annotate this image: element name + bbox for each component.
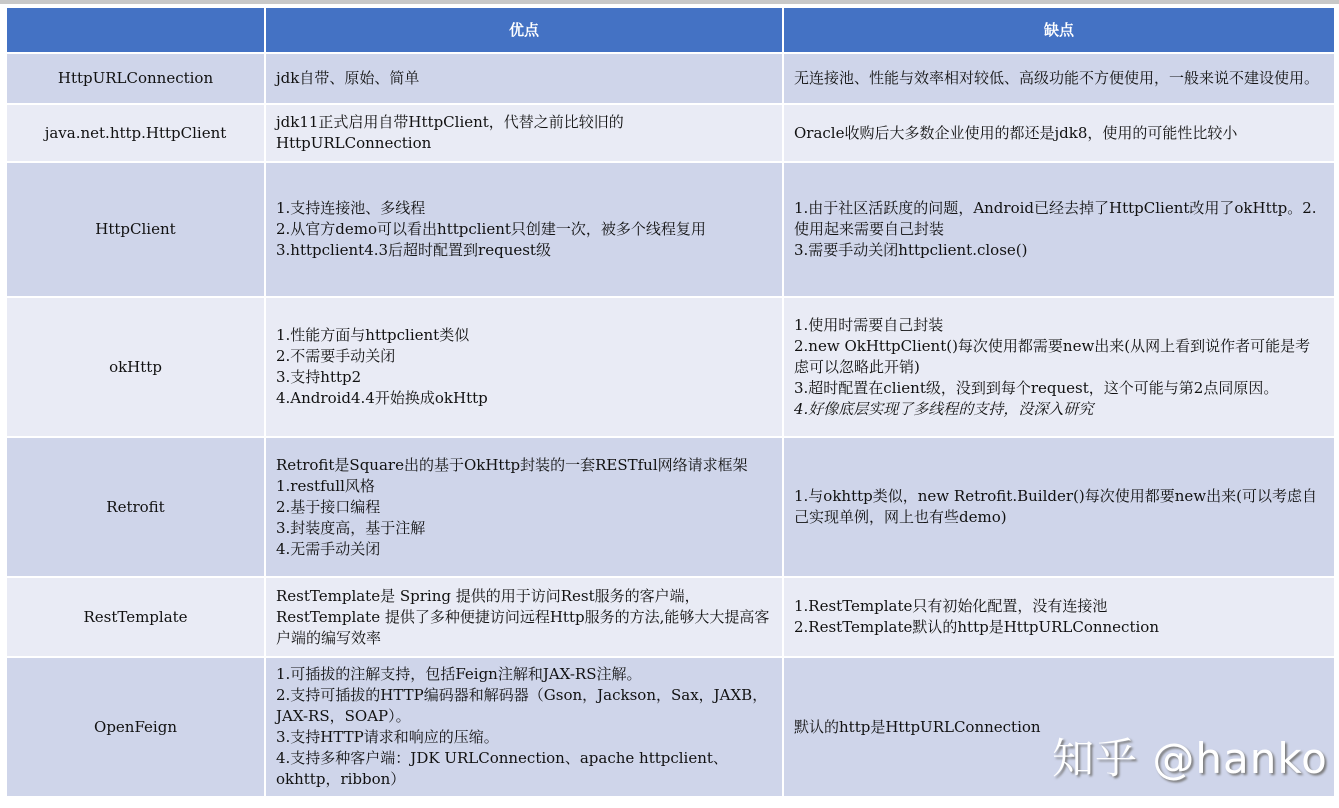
- table-row: [6, 104, 1335, 162]
- table-row: [6, 53, 1335, 104]
- pros-line: 3.支持HTTP请求和响应的压缩。: [276, 728, 499, 746]
- pros-line: 4.支持多种客户端：JDK URLConnection、apache httpclient、okhttp，ribbon）: [276, 749, 728, 788]
- cons-line: 1.使用时需要自己封装: [794, 315, 944, 334]
- pros-line: 1.支持连接池、多线程: [276, 199, 426, 217]
- cons-line: 1.由于社区活跃度的问题，Android已经去掉了HttpClient改用了okHttp。2.使用起来需要自己封装: [794, 199, 1317, 238]
- cons-line: 1.RestTemplate只有初始化配置，没有连接池: [794, 597, 1108, 615]
- pros-cell: [265, 53, 783, 104]
- client-name: RestTemplate: [6, 577, 265, 657]
- client-name: OpenFeign: [6, 657, 265, 797]
- header-name: [6, 7, 265, 53]
- pros-line: 1.性能方面与httpclient类似: [276, 326, 470, 344]
- zhihu-watermark: 知乎 @hanko: [1052, 734, 1328, 783]
- pros-cell: [265, 104, 783, 162]
- cons-cell: [783, 53, 1335, 104]
- pros-line: jdk自带、原始、简单: [276, 69, 420, 87]
- pros-cell: [265, 437, 783, 577]
- pros-line: 1.restfull风格: [276, 476, 375, 495]
- header-pros: 优点: [265, 7, 783, 53]
- cons-cell: [783, 104, 1335, 162]
- top-border: [0, 0, 1339, 4]
- table-row: [6, 577, 1335, 657]
- cons-line: 2.new OkHttpClient()每次使用都需要new出来(从网上看到说作者可能是考虑可以忽略此开销): [794, 336, 1311, 376]
- header-cons: 缺点: [783, 7, 1335, 53]
- cons-line: 2.RestTemplate默认的http是HttpURLConnection: [794, 618, 1159, 636]
- pros-line: 1.可插拔的注解支持，包括Feign注解和JAX-RS注解。: [276, 665, 642, 683]
- cons-line: 3.超时配置在client级，没到到每个request，这个可能与第2点同原因。: [794, 378, 1279, 397]
- client-name: java.net.http.HttpClient: [6, 104, 265, 162]
- pros-line: 2.支持可插拔的HTTP编码器和解码器（Gson，Jackson，Sax，JAXB，JAX-RS，SOAP）。: [276, 686, 768, 725]
- client-name: HttpClient: [6, 162, 265, 297]
- pros-line: 2.不需要手动关闭: [276, 347, 396, 365]
- pros-line: Retrofit是Square出的基于OkHttp封装的一套RESTful网络请求框架: [276, 455, 748, 474]
- table-row: [6, 162, 1335, 297]
- cons-line: 默认的http是HttpURLConnection: [794, 717, 1041, 736]
- pros-line: 2.从官方demo可以看出httpclient只创建一次，被多个线程复用: [276, 220, 706, 238]
- pros-cell: [265, 657, 783, 797]
- table-row: [6, 437, 1335, 577]
- cons-cell: [783, 162, 1335, 297]
- client-name: okHttp: [6, 297, 265, 437]
- cons-cell: [783, 437, 1335, 577]
- pros-cell: [265, 577, 783, 657]
- cons-line: 4.好像底层实现了多线程的支持，没深入研究: [794, 399, 1094, 418]
- cons-cell: [783, 577, 1335, 657]
- pros-cell: [265, 162, 783, 297]
- table-row: [6, 297, 1335, 437]
- cons-cell: [783, 297, 1335, 437]
- client-name: HttpURLConnection: [6, 53, 265, 104]
- http-client-comparison-table: [5, 6, 1336, 798]
- pros-line: 2.基于接口编程: [276, 497, 381, 516]
- pros-line: 4.Android4.4开始换成okHttp: [276, 389, 488, 407]
- client-name: Retrofit: [6, 437, 265, 577]
- pros-line: 3.httpclient4.3后超时配置到request级: [276, 241, 551, 259]
- pros-line: 3.封装度高，基于注解: [276, 518, 426, 537]
- pros-cell: [265, 297, 783, 437]
- pros-line: 4.无需手动关闭: [276, 539, 381, 558]
- cons-line: 1.与okhttp类似，new Retrofit.Builder()每次使用都要new出来(可以考虑自己实现单例，网上也有些demo): [794, 487, 1317, 526]
- cons-line: Oracle收购后大多数企业使用的都还是jdk8，使用的可能性比较小: [794, 123, 1238, 142]
- header-row: [6, 7, 1335, 53]
- pros-line: RestTemplate是 Spring 提供的用于访问Rest服务的客户端，RestTemplate 提供了多种便捷访问远程Http服务的方法,能够大大提高客户端的编写效率: [276, 586, 770, 647]
- cons-line: 无连接池、性能与效率相对较低、高级功能不方便使用，一般来说不建设使用。: [794, 69, 1320, 87]
- cons-line: 3.需要手动关闭httpclient.close(): [794, 241, 1028, 259]
- pros-line: 3.支持http2: [276, 368, 362, 386]
- pros-line: jdk11正式启用自带HttpClient，代替之前比较旧的HttpURLConnection: [276, 113, 624, 152]
